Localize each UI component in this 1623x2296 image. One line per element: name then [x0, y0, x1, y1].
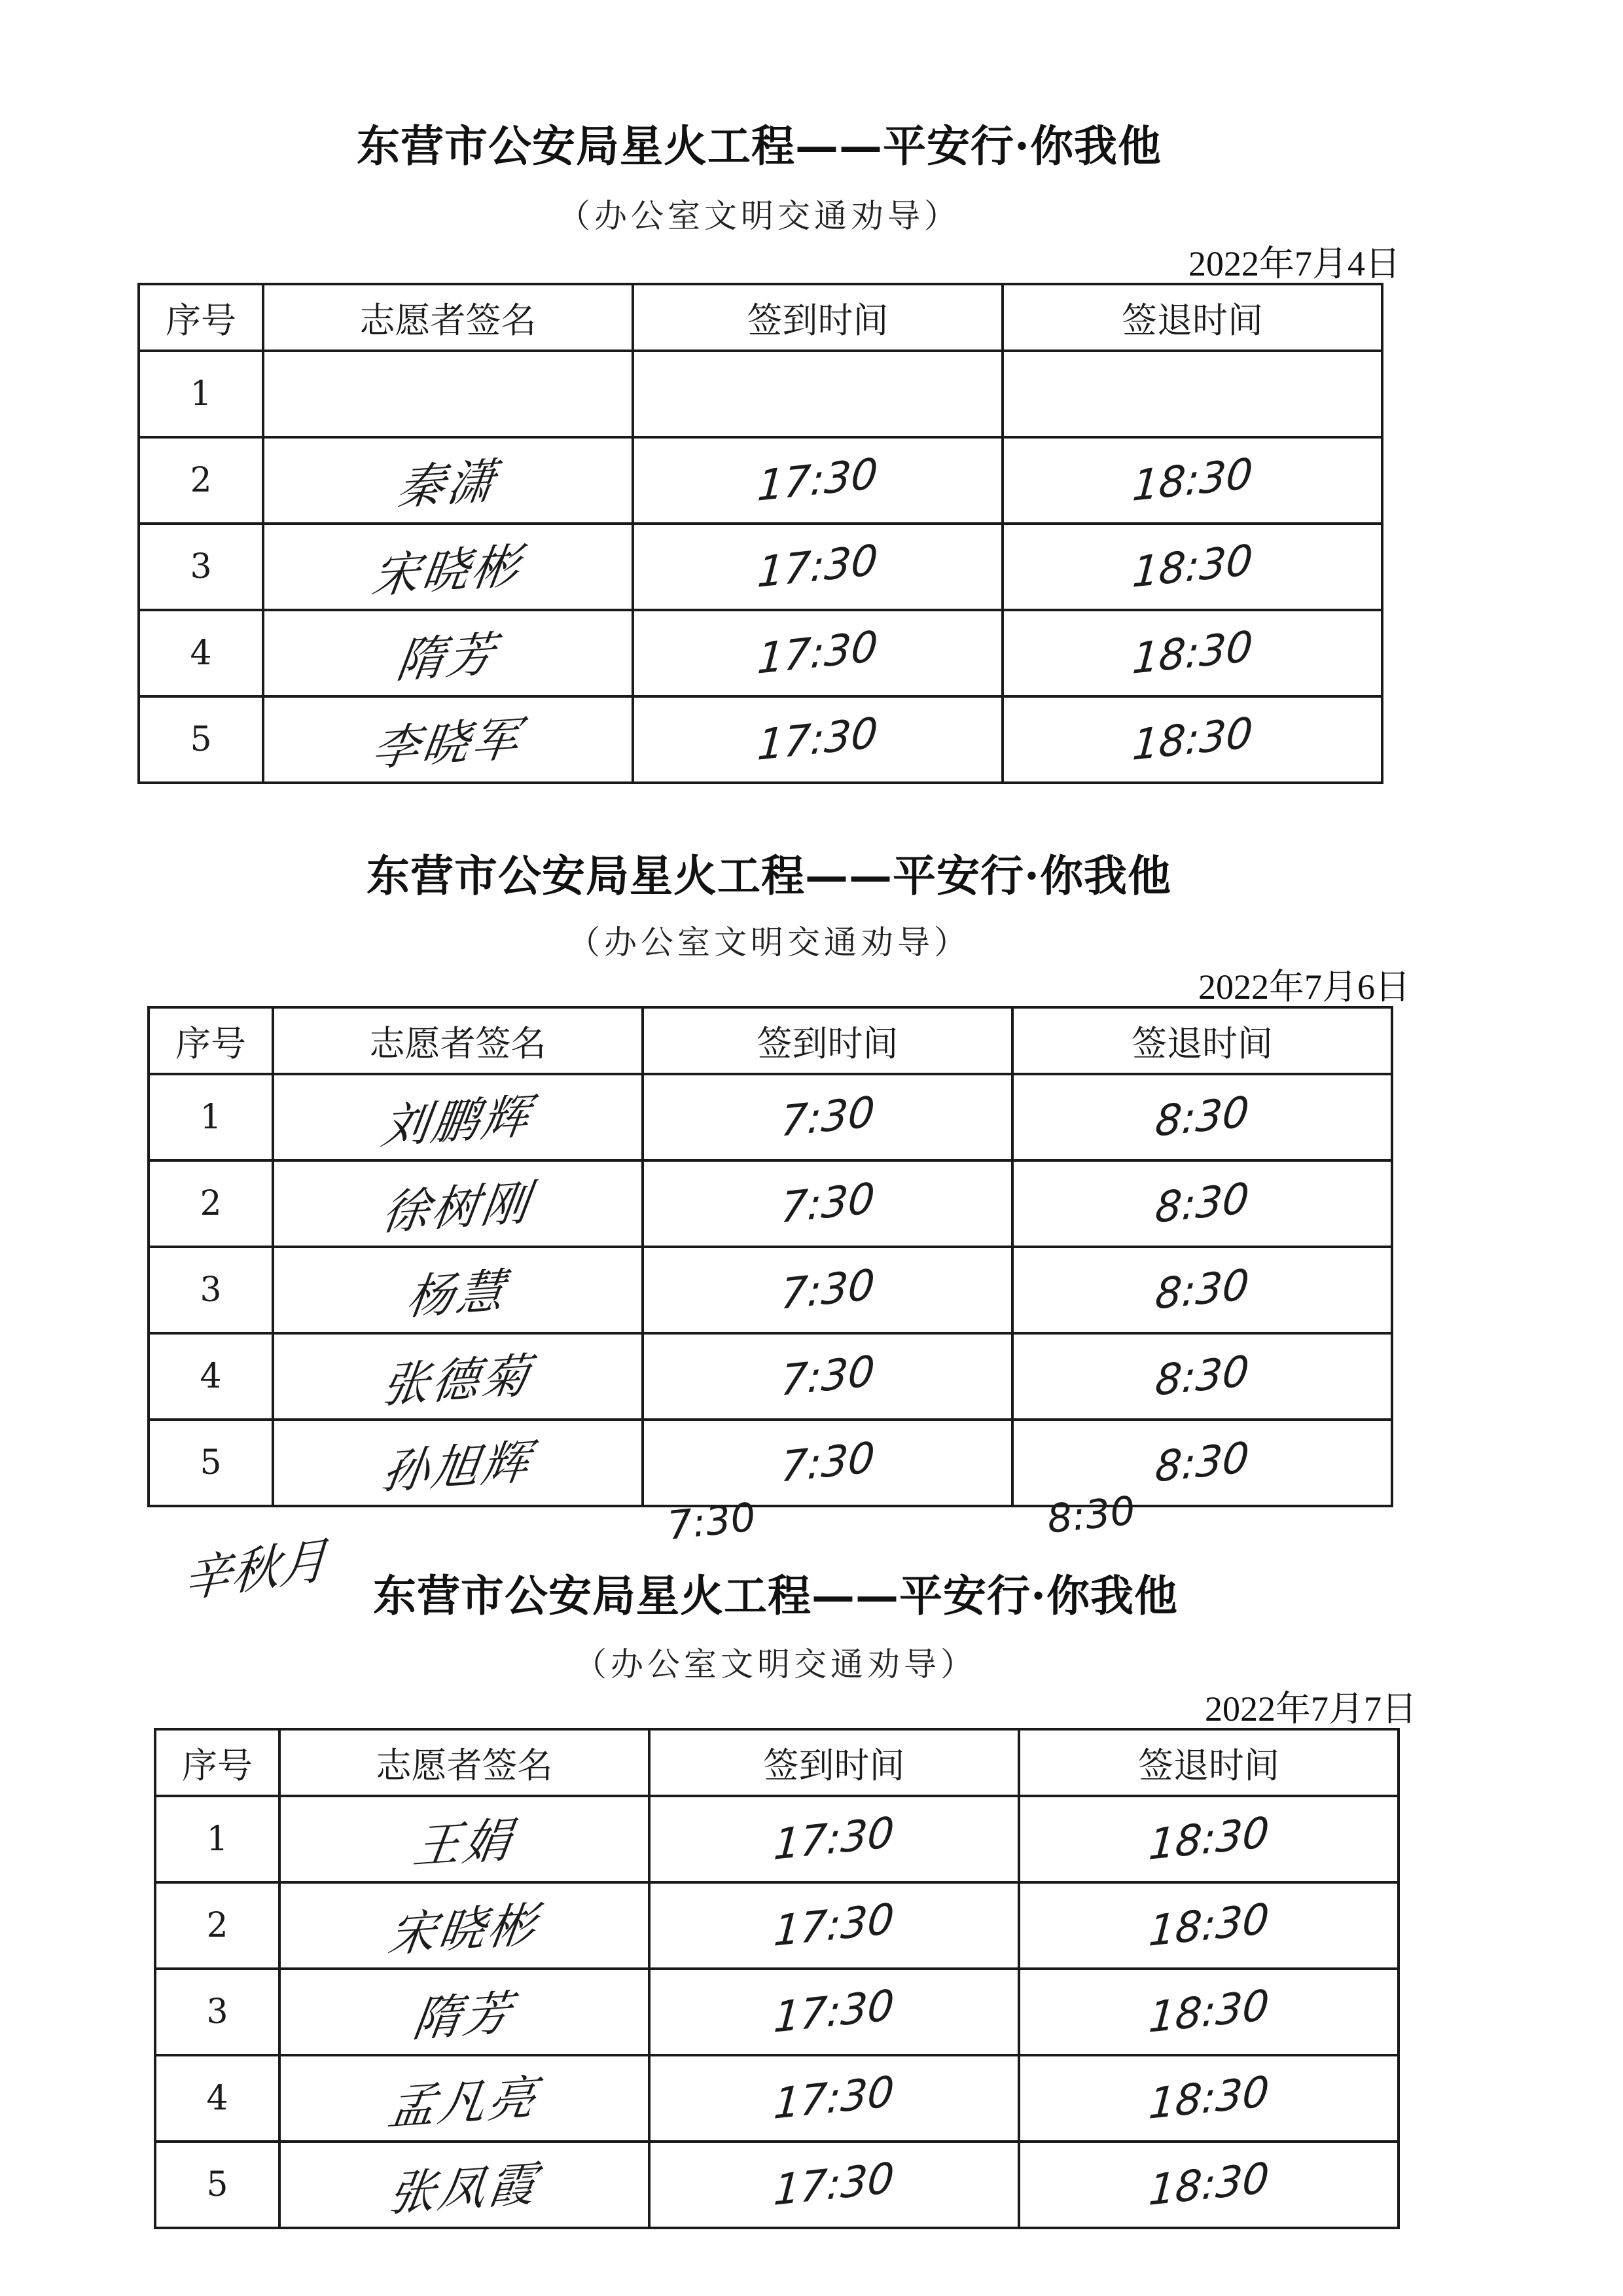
volunteer-signature	[279, 1882, 649, 1969]
extra-signin-time: 7:30	[665, 1494, 758, 1549]
signin-time-text: 17:30	[772, 1981, 896, 2043]
signature-text: 王娟	[410, 1812, 518, 1874]
signin-time	[633, 610, 1003, 696]
volunteer-signature	[263, 351, 633, 437]
signin-time	[649, 1796, 1019, 1882]
volunteer-signature	[279, 1796, 649, 1882]
signin-sheet-3	[154, 1561, 1417, 2255]
signin-time	[633, 696, 1003, 783]
table-row	[155, 1796, 1399, 1882]
signin-time	[643, 1420, 1012, 1506]
sheet-subtitle: （办公室文明交通劝导）	[558, 197, 961, 235]
signin-time	[649, 2055, 1019, 2142]
signout-time-text: 18:30	[1147, 1808, 1271, 1871]
table-row	[149, 1160, 1392, 1247]
volunteer-signature	[273, 1420, 643, 1506]
header-signout-time: 签退时间	[1012, 1007, 1392, 1074]
signin-time-text: 7:30	[779, 1433, 876, 1492]
table-row	[139, 524, 1382, 610]
row-serial: 5	[155, 2142, 279, 2228]
table-row	[149, 1333, 1392, 1420]
signature-text: 宋晓彬	[385, 1896, 543, 1963]
table-row	[139, 610, 1382, 696]
signout-time-text: 18:30	[1147, 1894, 1271, 1957]
sheet-date: 2022年7月7日	[1205, 1689, 1417, 1729]
table-row	[139, 696, 1382, 783]
signin-time-text: 7:30	[779, 1174, 876, 1233]
signin-sheet-1	[137, 111, 1400, 805]
row-serial: 3	[139, 524, 263, 610]
header-serial: 序号	[155, 1729, 279, 1796]
signout-time	[1012, 1074, 1392, 1160]
table-header-row	[149, 1007, 1392, 1074]
signin-time-text: 7:30	[779, 1347, 876, 1406]
signin-time-text: 17:30	[772, 1808, 896, 1871]
row-serial: 3	[149, 1247, 273, 1333]
sheet-title: 东营市公安局星火工程——平安行·你我他	[373, 1570, 1178, 1621]
signin-time	[649, 1969, 1019, 2055]
table-row	[139, 351, 1382, 437]
table-row	[155, 2055, 1399, 2142]
volunteer-signature	[263, 610, 633, 696]
volunteer-signature	[273, 1333, 643, 1420]
signature-text: 孟凡亮	[385, 2069, 543, 2136]
signin-time-text: 17:30	[772, 2067, 896, 2130]
table-row	[155, 2142, 1399, 2228]
signin-time	[649, 2142, 1019, 2228]
row-serial: 2	[155, 1882, 279, 1969]
table-row	[149, 1074, 1392, 1160]
signature-text: 刘鹏辉	[378, 1088, 536, 1155]
sheet-date: 2022年7月4日	[1188, 244, 1400, 283]
signin-time	[643, 1247, 1012, 1333]
signin-time-text: 17:30	[756, 535, 880, 598]
table-row	[149, 1247, 1392, 1333]
volunteer-signature	[279, 2055, 649, 2142]
signin-time-text: 17:30	[772, 1894, 896, 1957]
signout-time-text: 8:30	[1153, 1088, 1251, 1147]
signin-time-text: 17:30	[756, 622, 880, 685]
header-serial: 序号	[149, 1007, 273, 1074]
header-volunteer-signature: 志愿者签名	[279, 1729, 649, 1796]
signout-time-text: 18:30	[1147, 2067, 1271, 2130]
header-volunteer-signature: 志愿者签名	[273, 1007, 643, 1074]
table-header-row	[155, 1729, 1399, 1796]
signout-time	[1003, 437, 1382, 524]
signout-time-text: 8:30	[1153, 1261, 1251, 1319]
signout-time	[1012, 1160, 1392, 1247]
signout-time	[1003, 524, 1382, 610]
signature-text: 李晓军	[368, 710, 526, 777]
row-serial: 4	[155, 2055, 279, 2142]
signin-time	[633, 437, 1003, 524]
signout-time	[1019, 1882, 1399, 1969]
signout-time-text: 8:30	[1153, 1174, 1251, 1233]
sheet-subtitle: （办公室文明交通劝导）	[567, 924, 971, 961]
signature-text: 隋芳	[393, 626, 501, 689]
signature-text: 隋芳	[410, 1984, 518, 2047]
signin-table	[154, 1728, 1400, 2229]
signin-sheet-2	[147, 841, 1410, 1528]
signature-text: 杨慧	[403, 1263, 511, 1325]
extra-signout-time: 8:30	[1044, 1488, 1138, 1543]
row-serial: 1	[155, 1796, 279, 1882]
signin-time-text: 17:30	[756, 449, 880, 512]
table-row	[155, 1969, 1399, 2055]
header-volunteer-signature: 志愿者签名	[263, 284, 633, 351]
header-signout-time: 签退时间	[1003, 284, 1382, 351]
signature-text: 秦潇	[393, 453, 501, 516]
volunteer-signature	[263, 524, 633, 610]
signin-time	[633, 351, 1003, 437]
signin-table	[137, 283, 1383, 784]
signout-time-text: 18:30	[1147, 1981, 1271, 2043]
table-header-row	[139, 284, 1382, 351]
header-serial: 序号	[139, 284, 263, 351]
sheet-title: 东营市公安局星火工程——平安行·你我他	[357, 120, 1162, 171]
signout-time	[1019, 1969, 1399, 2055]
row-serial: 4	[139, 610, 263, 696]
row-serial: 1	[149, 1074, 273, 1160]
signout-time	[1003, 696, 1382, 783]
signout-time	[1019, 2142, 1399, 2228]
signin-time	[643, 1074, 1012, 1160]
table-row	[139, 437, 1382, 524]
row-serial: 2	[149, 1160, 273, 1247]
signout-time	[1019, 2055, 1399, 2142]
signature-text: 张德菊	[378, 1347, 536, 1414]
header-signout-time: 签退时间	[1019, 1729, 1399, 1796]
signin-time-text: 7:30	[779, 1088, 876, 1147]
signature-text: 孙旭辉	[378, 1433, 536, 1500]
signin-time-text: 17:30	[756, 708, 880, 771]
signout-time-text: 18:30	[1130, 622, 1255, 685]
row-serial: 5	[139, 696, 263, 783]
row-serial: 1	[139, 351, 263, 437]
header-signin-time: 签到时间	[649, 1729, 1019, 1796]
signout-time-text: 18:30	[1130, 535, 1255, 598]
signin-time	[643, 1333, 1012, 1420]
signout-time	[1012, 1247, 1392, 1333]
signout-time-text: 8:30	[1153, 1433, 1251, 1492]
volunteer-signature	[279, 2142, 649, 2228]
sheet-title: 东营市公安局星火工程——平安行·你我他	[366, 850, 1171, 901]
volunteer-signature	[263, 437, 633, 524]
signature-text: 张凤霞	[385, 2155, 543, 2222]
row-serial: 4	[149, 1333, 273, 1420]
signin-time	[649, 1882, 1019, 1969]
signin-table	[147, 1006, 1393, 1507]
extra-signature: 辛秋月	[181, 1531, 330, 1609]
signin-time	[633, 524, 1003, 610]
signout-time-text: 8:30	[1153, 1347, 1251, 1406]
header-signin-time: 签到时间	[643, 1007, 1012, 1074]
signin-time	[643, 1160, 1012, 1247]
signout-time-text: 18:30	[1130, 708, 1255, 771]
signin-time-text: 17:30	[772, 2153, 896, 2216]
row-serial: 5	[149, 1420, 273, 1506]
signout-time	[1003, 351, 1382, 437]
table-row	[155, 1882, 1399, 1969]
signout-time-text: 18:30	[1130, 449, 1255, 512]
signout-time	[1012, 1420, 1392, 1506]
signout-time-text: 18:30	[1147, 2153, 1271, 2216]
header-signin-time: 签到时间	[633, 284, 1003, 351]
volunteer-signature	[263, 696, 633, 783]
signin-time-text: 7:30	[779, 1261, 876, 1319]
table-row	[149, 1420, 1392, 1506]
row-serial: 3	[155, 1969, 279, 2055]
row-serial: 2	[139, 437, 263, 524]
signature-text: 宋晓彬	[368, 537, 526, 604]
signout-time	[1003, 610, 1382, 696]
signature-text: 徐树刚	[378, 1174, 536, 1241]
sheet-date: 2022年7月6日	[1198, 967, 1410, 1007]
volunteer-signature	[279, 1969, 649, 2055]
volunteer-signature	[273, 1247, 643, 1333]
sheet-subtitle: （办公室文明交通劝导）	[574, 1645, 977, 1683]
volunteer-signature	[273, 1160, 643, 1247]
signout-time	[1012, 1333, 1392, 1420]
volunteer-signature	[273, 1074, 643, 1160]
signout-time	[1019, 1796, 1399, 1882]
